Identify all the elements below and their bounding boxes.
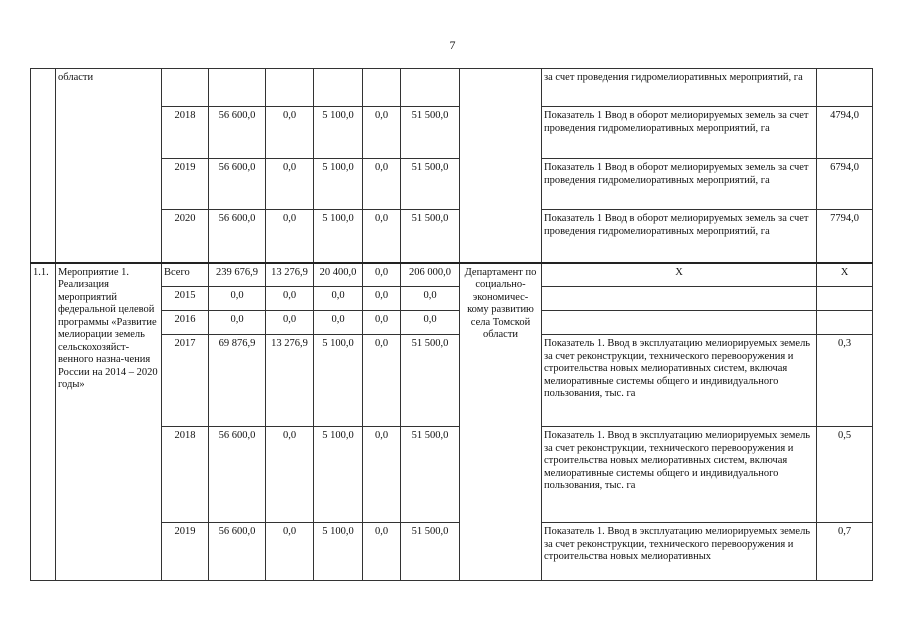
number-cell-empty	[31, 69, 56, 263]
year-cell: 2019	[162, 159, 209, 210]
total-cell: 0,0	[209, 287, 266, 311]
other-cell: 51 500,0	[401, 335, 460, 427]
year-cell: 2016	[162, 311, 209, 335]
regional-cell: 0,0	[314, 287, 363, 311]
other-cell: 51 500,0	[401, 159, 460, 210]
regional-cell: 20 400,0	[314, 263, 363, 287]
regional-cell: 5 100,0	[314, 335, 363, 427]
indicator-cell	[542, 287, 817, 311]
indicator-cell: Показатель 1. Ввод в эксплуатацию мелиорируемых земель за счет реконструкции, технического перевооружения и строительства новых мелиоративных	[542, 523, 817, 581]
indicator-value-cell: 0,5	[817, 427, 873, 523]
indicator-value-cell: 4794,0	[817, 107, 873, 159]
regional-cell: 5 100,0	[314, 159, 363, 210]
federal-cell: 0,0	[266, 107, 314, 159]
other-cell: 51 500,0	[401, 107, 460, 159]
regional-cell: 5 100,0	[314, 523, 363, 581]
indicator-cell: Х	[542, 263, 817, 287]
year-cell: 2017	[162, 335, 209, 427]
indicator-cell	[542, 311, 817, 335]
local-cell: 0,0	[363, 311, 401, 335]
total-cell: 56 600,0	[209, 159, 266, 210]
indicator-value-cell: 7794,0	[817, 210, 873, 263]
indicator-cell: за счет проведения гидромелиоративных мероприятий, га	[542, 69, 817, 107]
total-cell: 69 876,9	[209, 335, 266, 427]
other-cell: 51 500,0	[401, 210, 460, 263]
measure-name-cell: Мероприятие 1. Реализация мероприятий федеральной целевой программы «Развитие мелиорации земель сельскохозяйст-венного назна-чения России на 2014 – 2020 годы»	[56, 263, 162, 581]
page-number: 7	[449, 38, 456, 52]
regional-cell: 5 100,0	[314, 107, 363, 159]
indicator-cell: Показатель 1. Ввод в эксплуатацию мелиорируемых земель за счет реконструкции, технического перевооружения и строительства новых мелиоративных систем, включая мелиоративные системы общего и индивидуального пользования, тыс. га	[542, 427, 817, 523]
year-cell: 2019	[162, 523, 209, 581]
executor-cell-empty	[460, 69, 542, 263]
federal-cell: 0,0	[266, 523, 314, 581]
federal-cell: 13 276,9	[266, 335, 314, 427]
other-cell: 0,0	[401, 311, 460, 335]
local-cell: 0,0	[363, 523, 401, 581]
measure-number-cell: 1.1.	[31, 263, 56, 581]
other-cell: 206 000,0	[401, 263, 460, 287]
total-cell: 56 600,0	[209, 107, 266, 159]
indicator-value-cell: 0,3	[817, 335, 873, 427]
regional-cell: 5 100,0	[314, 210, 363, 263]
federal-cell: 0,0	[266, 311, 314, 335]
other-cell: 51 500,0	[401, 427, 460, 523]
indicator-cell: Показатель 1. Ввод в эксплуатацию мелиорируемых земель за счет реконструкции, технического перевооружения и строительства новых мелиоративных систем, включая мелиоративные системы общего и индивидуального пользования, тыс. га	[542, 335, 817, 427]
total-cell: 56 600,0	[209, 427, 266, 523]
year-cell: 2020	[162, 210, 209, 263]
indicator-value-cell: 6794,0	[817, 159, 873, 210]
regional-cell: 5 100,0	[314, 427, 363, 523]
total-cell: 239 676,9	[209, 263, 266, 287]
local-cell: 0,0	[363, 210, 401, 263]
federal-cell: 13 276,9	[266, 263, 314, 287]
total-cell: 56 600,0	[209, 523, 266, 581]
indicator-value-cell	[817, 311, 873, 335]
indicator-cell: Показатель 1 Ввод в оборот мелиорируемых земель за счет проведения гидромелиоративных мероприятий, га	[542, 107, 817, 159]
federal-cell: 0,0	[266, 210, 314, 263]
indicator-value-cell: Х	[817, 263, 873, 287]
other-cell: 51 500,0	[401, 523, 460, 581]
local-cell: 0,0	[363, 107, 401, 159]
local-cell: 0,0	[363, 427, 401, 523]
indicator-value-cell	[817, 287, 873, 311]
year-cell: Всего	[162, 263, 209, 287]
program-table	[30, 68, 873, 581]
indicator-cell: Показатель 1 Ввод в оборот мелиорируемых земель за счет проведения гидромелиоративных мероприятий, га	[542, 210, 817, 263]
year-cell: 2018	[162, 427, 209, 523]
federal-cell: 0,0	[266, 159, 314, 210]
other-cell: 0,0	[401, 287, 460, 311]
indicator-cell: Показатель 1 Ввод в оборот мелиорируемых земель за счет проведения гидромелиоративных мероприятий, га	[542, 159, 817, 210]
total-cell: 56 600,0	[209, 210, 266, 263]
name-continuation-cell: области	[56, 69, 162, 263]
table-row	[31, 69, 873, 107]
table-row	[31, 263, 873, 287]
year-cell: 2015	[162, 287, 209, 311]
executor-cell: Департамент по социально-экономичес-кому развитию села Томской области	[460, 263, 542, 581]
indicator-value-cell: 0,7	[817, 523, 873, 581]
regional-cell: 0,0	[314, 311, 363, 335]
year-cell: 2018	[162, 107, 209, 159]
local-cell: 0,0	[363, 287, 401, 311]
local-cell: 0,0	[363, 159, 401, 210]
local-cell: 0,0	[363, 263, 401, 287]
local-cell: 0,0	[363, 335, 401, 427]
federal-cell: 0,0	[266, 287, 314, 311]
federal-cell: 0,0	[266, 427, 314, 523]
total-cell: 0,0	[209, 311, 266, 335]
